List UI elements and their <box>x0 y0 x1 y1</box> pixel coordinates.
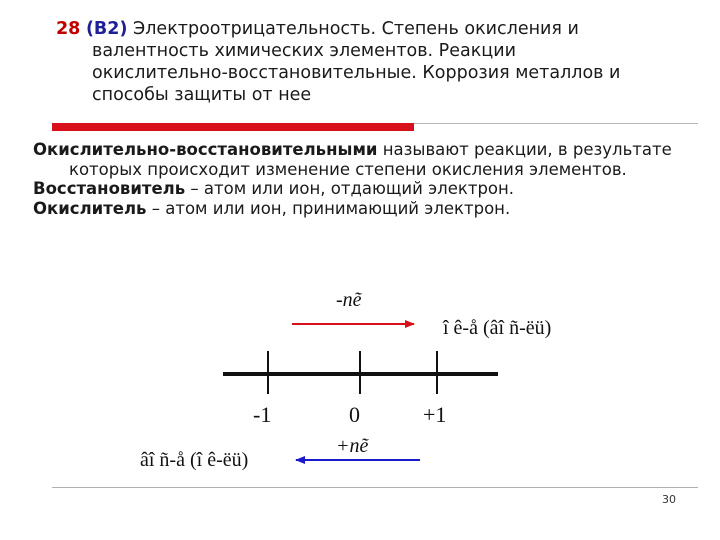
title-code: (B2) <box>85 19 128 39</box>
definition-text: – атом или ион, принимающий электрон. <box>146 198 511 218</box>
title-line-3: окислительно-восстановительные. Коррозия металлов и <box>92 63 621 83</box>
definition-term: Окислительно-восстановительными <box>33 140 378 159</box>
oxidation-arrow-label: -nẽ <box>336 289 362 311</box>
reduction-caption: âî ñ-å (î ê-ëü) <box>140 449 249 471</box>
title-line-4: способы защиты от нее <box>92 85 312 105</box>
tick-label-plus-1: +1 <box>423 402 447 427</box>
definition-text: называют реакции, в результате которых происходит изменение степени окисления элементов. <box>69 140 672 179</box>
tick-label-0: 0 <box>349 402 360 427</box>
definition-term: Восстановитель <box>33 179 186 198</box>
tick-label-minus-1: -1 <box>253 402 272 427</box>
title-text-1: Электроотрицательность. Степень окисления и <box>133 19 579 39</box>
reduction-arrow-label: +nẽ <box>336 435 369 457</box>
title-line-2: валентность химических элементов. Реакции <box>92 41 516 61</box>
oxidation-caption: î ê-å (âî ñ-ëü) <box>443 317 552 339</box>
definition-term: Окислитель <box>33 198 147 218</box>
title-number: 28 <box>56 19 81 39</box>
page-number: 30 <box>662 493 676 506</box>
footer-divider-line <box>52 487 698 488</box>
definition-text: – атом или ион, отдающий электрон. <box>185 179 515 198</box>
